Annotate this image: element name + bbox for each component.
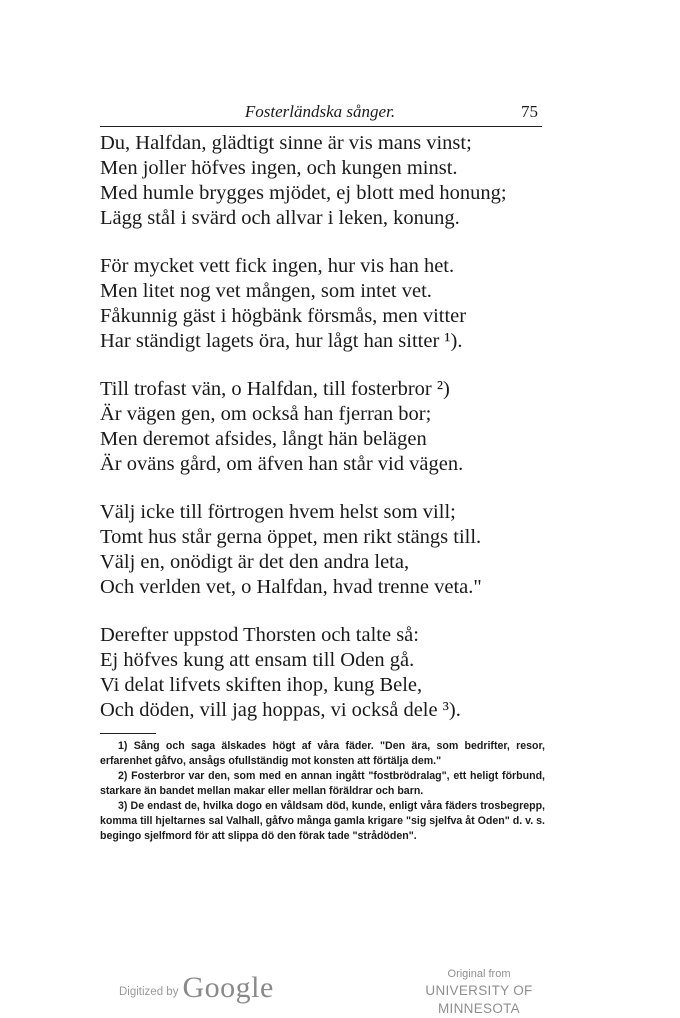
- running-head: [100, 100, 540, 126]
- page-number: 75: [521, 102, 538, 121]
- google-logo: Google: [182, 971, 274, 1004]
- source-institution: UNIVERSITY OF MINNESOTA: [425, 983, 533, 1016]
- stanza-4: [100, 500, 550, 600]
- poem-line: Vi delat lifvets skiften ihop, kung Bele,: [100, 674, 423, 696]
- poem-line: Välj icke till förtrogen hvem helst som vill;: [100, 501, 456, 523]
- poem-line: Har ständigt lagets öra, hur lågt han sitter ¹).: [100, 330, 463, 352]
- poem-line: Till trofast vän, o Halfdan, till fosterbror ²): [100, 378, 450, 400]
- poem-line: Och döden, vill jag hoppas, vi också dele ³).: [100, 699, 461, 721]
- stanza-1: [100, 131, 550, 231]
- footnotes: [100, 739, 545, 844]
- footnote-3: 3) De endast de, hvilka dogo en våldsam död, kunde, enligt våra fäders trosbegrepp, komma till hjeltarnes sal Valhall, gåfvo många gamla krigare "sig sjelfva åt Oden" d. v. s. begingo sjelfmord för att slippa dö den förak tade "strådöden".: [100, 800, 545, 842]
- poem-line: Derefter uppstod Thorsten och talte så:: [100, 624, 419, 646]
- poem-line: Är vägen gen, om också han fjerran bor;: [100, 403, 432, 425]
- poem-line: Tomt hus står gerna öppet, men rikt stängs till.: [100, 526, 482, 548]
- poem-line: Men joller höfves ingen, och kungen minst.: [100, 157, 458, 179]
- poem: [100, 131, 550, 746]
- digitized-by-watermark: [119, 966, 274, 1006]
- poem-line: Är oväns gård, om äfven han står vid vägen.: [100, 453, 464, 475]
- footnote-2: 2) Fosterbror var den, som med en annan ingått "fostbrödralag", ett heligt förbund, starkare än bandet mellan makar eller mellan föräldrar och barn.: [100, 770, 545, 797]
- poem-line: För mycket vett fick ingen, hur vis han het.: [100, 255, 455, 277]
- digitized-label: Digitized by: [119, 986, 179, 998]
- header-rule: [100, 126, 542, 127]
- stanza-2: [100, 254, 550, 354]
- poem-line: Du, Halfdan, glädtigt sinne är vis mans vinst;: [100, 132, 472, 154]
- poem-line: Med humle brygges mjödet, ej blott med honung;: [100, 182, 507, 204]
- poem-line: Ej höfves kung att ensam till Oden gå.: [100, 649, 415, 671]
- footnote-1: 1) Sång och saga älskades högt af våra fäder. "Den ära, som bedrifter, resor, erfarenhet gåfvo, ansågs ofullständig mot konsten att förtälja dem.": [100, 740, 545, 767]
- poem-line: Fåkunnig gäst i högbänk försmås, men vitter: [100, 305, 467, 327]
- poem-line: Men deremot afsides, långt hän belägen: [100, 428, 427, 450]
- stanza-3: [100, 377, 550, 477]
- source-watermark: [388, 966, 570, 1018]
- poem-line: Och verlden vet, o Halfdan, hvad trenne veta.": [100, 576, 482, 598]
- running-title: Fosterländska sånger.: [244, 102, 396, 121]
- footnote-rule: [100, 733, 156, 734]
- poem-line: Lägg stål i svärd och allvar i leken, konung.: [100, 207, 460, 229]
- poem-line: Men litet nog vet mången, som intet vet.: [100, 280, 432, 302]
- stanza-5: [100, 623, 550, 723]
- poem-line: Välj en, onödigt är det den andra leta,: [100, 551, 410, 573]
- source-label: Original from: [447, 968, 511, 980]
